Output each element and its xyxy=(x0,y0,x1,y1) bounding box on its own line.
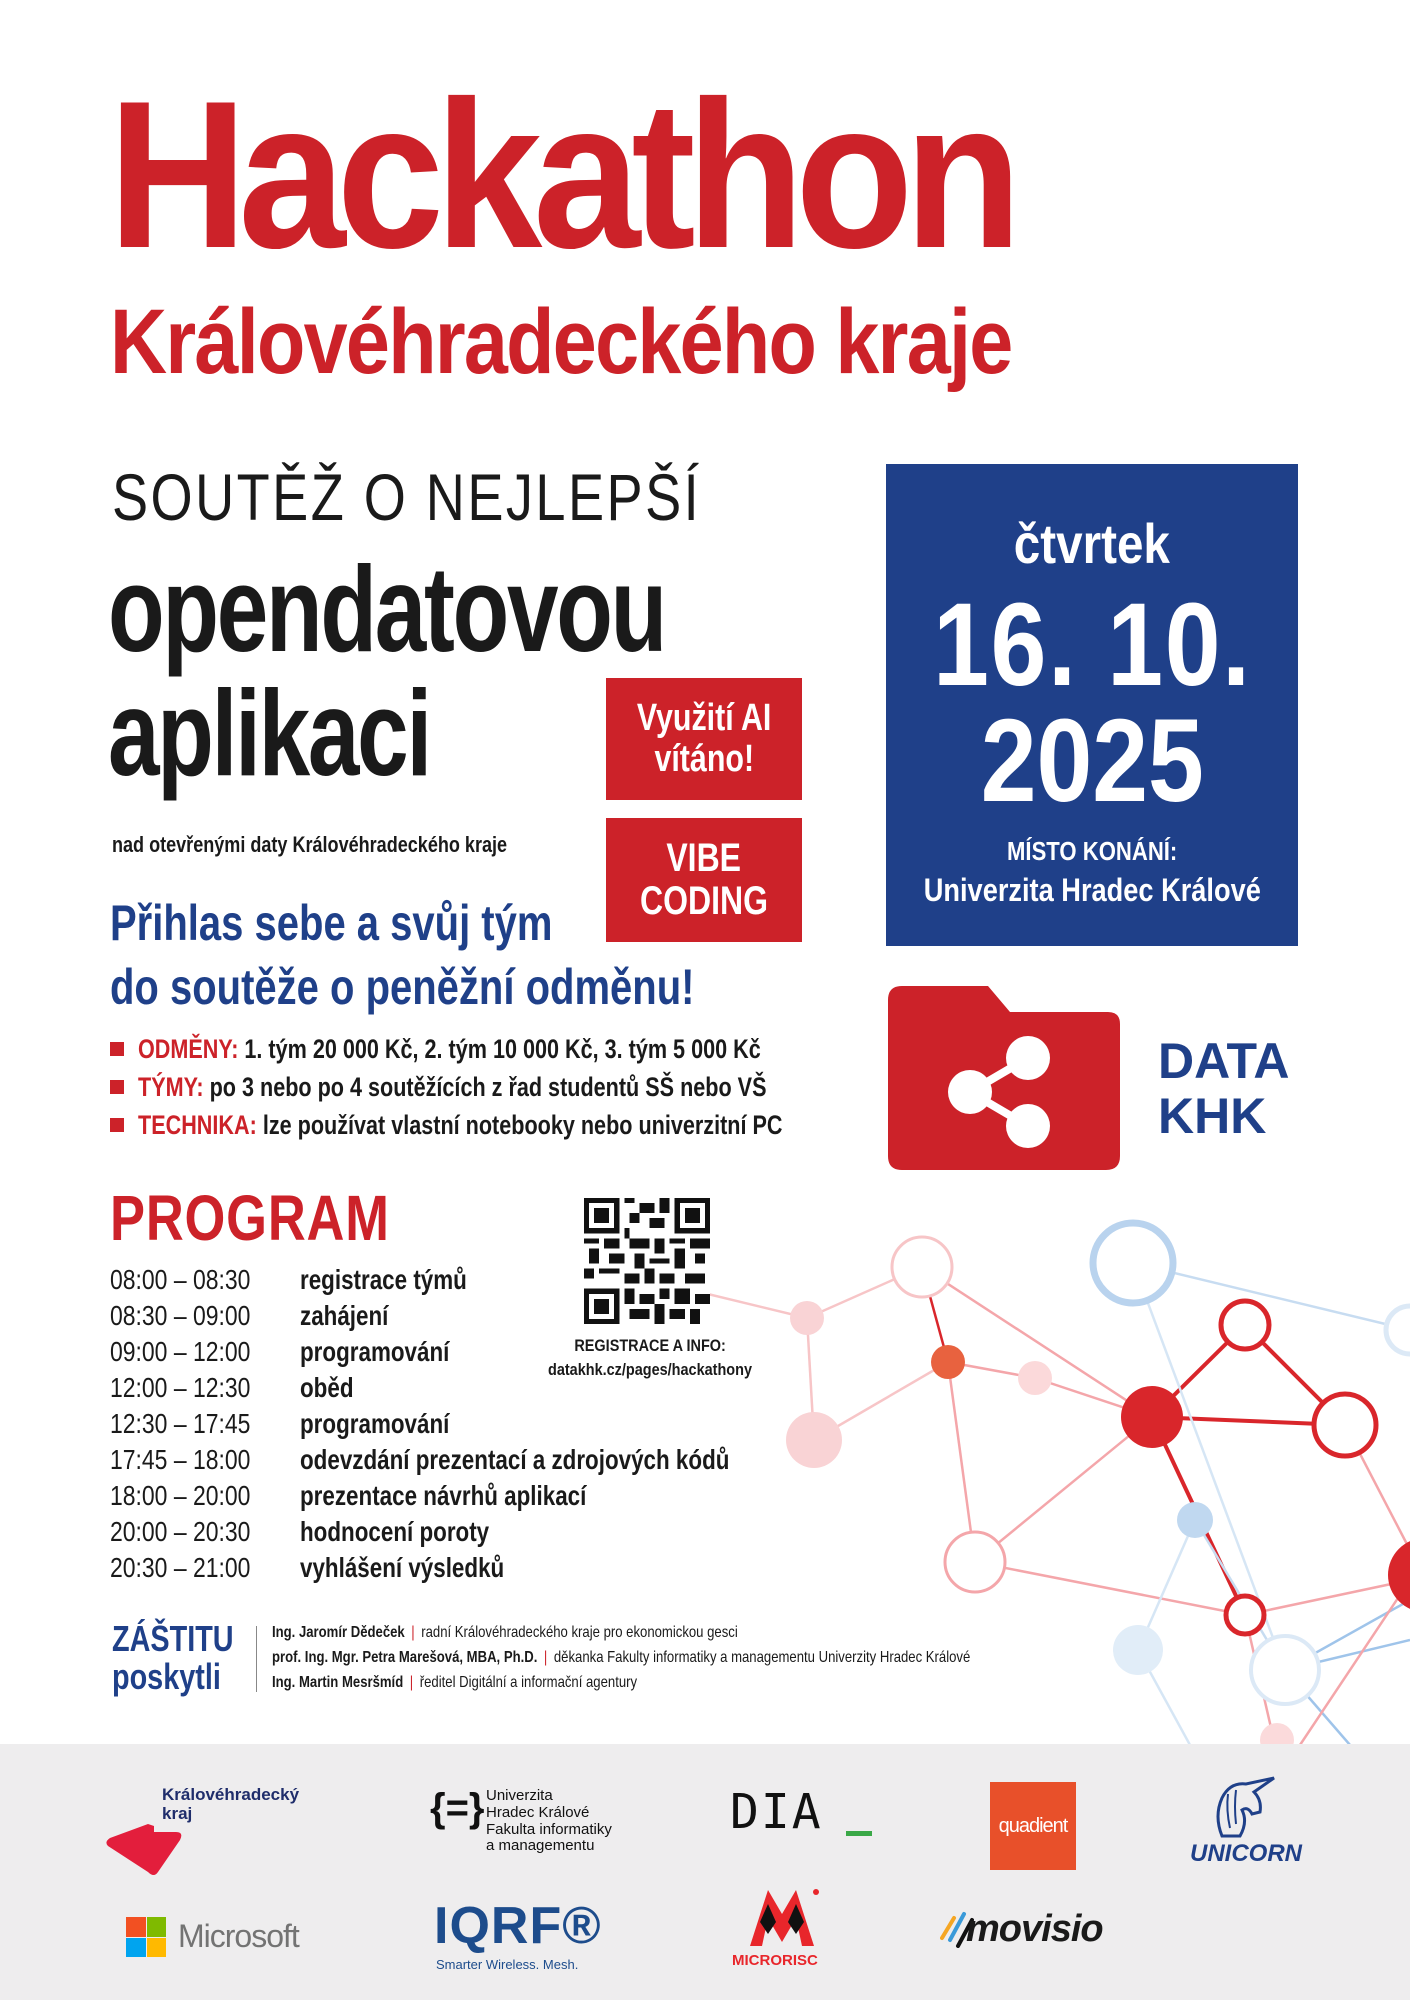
schedule-row xyxy=(110,1406,837,1442)
registration-url-text[interactable]: datakhk.cz/pages/hackathony xyxy=(547,1360,752,1379)
promo-line-1: SOUTĚŽ O NEJLEPŠÍ xyxy=(112,460,702,534)
patron-row xyxy=(272,1645,970,1670)
uhk-logo-line: Hradec Králové xyxy=(486,1803,590,1821)
schedule-time: 17:45 – 18:00 xyxy=(110,1444,251,1475)
bullet-square-icon xyxy=(110,1042,124,1056)
movisio-logo-text: movisio xyxy=(966,1908,1103,1950)
event-day xyxy=(886,512,1298,575)
patron-separator: | xyxy=(409,1673,414,1691)
patron-row xyxy=(272,1620,970,1645)
schedule-time: 20:30 – 21:00 xyxy=(110,1552,251,1583)
badge-text: vítáno! xyxy=(654,738,754,780)
uhk-logo-text xyxy=(486,1788,612,1855)
uhk-brace-logo-icon: {=} xyxy=(430,1786,485,1830)
dia-logo: DIA xyxy=(730,1784,823,1840)
microrisc-logo-text: MICRORISC xyxy=(732,1952,818,1969)
sponsors-bar xyxy=(0,1744,1410,2000)
schedule-activity: vyhlášení výsledků xyxy=(300,1552,505,1583)
patronage-divider xyxy=(256,1626,257,1692)
schedule-row xyxy=(110,1550,837,1586)
schedule-row xyxy=(110,1478,837,1514)
event-year-text: 2025 xyxy=(980,695,1204,827)
schedule-activity: programování xyxy=(300,1336,450,1367)
schedule-activity: programování xyxy=(300,1408,450,1439)
share-folder-icon xyxy=(888,986,1120,1170)
schedule-activity: oběd xyxy=(300,1372,354,1403)
datakhk-line-2: KHK xyxy=(1158,1088,1267,1144)
microrisc-logo-icon xyxy=(742,1882,822,1950)
poster-subtitle: Královéhradeckého kraje xyxy=(110,291,1012,393)
schedule-time: 09:00 – 12:00 xyxy=(110,1336,251,1367)
unicorn-logo-text: UNICORN xyxy=(1190,1840,1302,1867)
patron-separator: | xyxy=(543,1648,548,1666)
schedule-row xyxy=(110,1298,837,1334)
patron-name: prof. Ing. Mgr. Petra Marešová, MBA, Ph.D. xyxy=(272,1648,538,1666)
schedule-time: 12:30 – 17:45 xyxy=(110,1408,251,1439)
schedule-activity: hodnocení poroty xyxy=(300,1516,490,1547)
schedule-time: 08:00 – 08:30 xyxy=(110,1264,251,1295)
patronage-list xyxy=(272,1620,1124,1695)
unicorn-head-logo-icon xyxy=(1208,1776,1278,1840)
schedule-activity: registrace týmů xyxy=(300,1264,467,1295)
registration-label xyxy=(540,1336,760,1356)
khk-region-logo-icon xyxy=(102,1818,192,1878)
detail-value: lze používat vlastní notebooky nebo univerzitní PC xyxy=(262,1109,783,1140)
microsoft-logo-text: Microsoft xyxy=(178,1918,299,1954)
patron-separator: | xyxy=(411,1623,415,1641)
schedule-time: 12:00 – 12:30 xyxy=(110,1372,251,1403)
poster-title: Hackathon xyxy=(108,57,1013,292)
detail-technology xyxy=(110,1106,944,1144)
ai-welcome-badge xyxy=(606,678,802,800)
promo-subline: nad otevřenými daty Královéhradeckého kraje xyxy=(112,832,508,857)
badge-text: Využití AI xyxy=(636,696,772,739)
patronage-title-line-2: poskytli xyxy=(112,1655,221,1697)
program-title: PROGRAM xyxy=(110,1182,390,1254)
khk-logo-line-1: Královéhradecký xyxy=(162,1785,300,1804)
badge-text: VIBE xyxy=(666,835,742,880)
schedule-activity: zahájení xyxy=(300,1300,389,1331)
schedule-activity: odevzdání prezentací a zdrojových kódů xyxy=(300,1444,730,1475)
datakhk-line-1: DATA xyxy=(1158,1033,1290,1089)
bullet-square-icon xyxy=(110,1118,124,1132)
detail-key: TÝMY: xyxy=(138,1071,204,1102)
event-date-year xyxy=(886,695,1298,827)
datakhk-logo-text xyxy=(1158,1034,1289,1144)
detail-value: 1. tým 20 000 Kč, 2. tým 10 000 Kč, 3. tým 5 000 Kč xyxy=(244,1033,761,1064)
badge-text: CODING xyxy=(640,879,768,923)
iqrf-tagline: Smarter Wireless. Mesh. xyxy=(436,1957,579,1972)
event-date-box xyxy=(886,464,1298,946)
detail-teams xyxy=(110,1068,944,1106)
patron-name: Ing. Jaromír Dědeček xyxy=(272,1623,405,1641)
promo-line-2: opendatovou xyxy=(108,541,665,677)
schedule-row xyxy=(110,1262,837,1298)
detail-key: ODMĚNY: xyxy=(138,1033,239,1064)
event-day-text: čtvrtek xyxy=(1013,512,1171,575)
bullet-square-icon xyxy=(110,1080,124,1094)
detail-value: po 3 nebo po 4 soutěžících z řad studentů SŠ nebo VŠ xyxy=(209,1071,767,1102)
schedule-time: 08:30 – 09:00 xyxy=(110,1300,251,1331)
uhk-logo-line: Univerzita xyxy=(486,1787,553,1804)
patron-role: radní Královéhradeckého kraje pro ekonomickou gesci xyxy=(421,1623,738,1641)
schedule-row xyxy=(110,1514,837,1550)
microsoft-windows-icon xyxy=(126,1917,166,1957)
schedule-activity: prezentace návrhů aplikací xyxy=(300,1480,587,1511)
khk-region-logo-text xyxy=(162,1786,299,1823)
khk-logo-line-2: kraj xyxy=(162,1803,193,1823)
promo-line-3: aplikaci xyxy=(108,665,430,801)
details-list xyxy=(110,1030,944,1144)
call-to-action-line-2: do soutěže o peněžní odměnu! xyxy=(110,959,695,1015)
patron-row xyxy=(272,1670,970,1695)
call-to-action-line-1: Přihlas sebe a svůj tým xyxy=(110,895,553,951)
venue-name-text: Univerzita Hradec Králové xyxy=(923,872,1261,908)
schedule-row xyxy=(110,1442,837,1478)
registration-url-link[interactable] xyxy=(520,1360,780,1380)
uhk-logo-line: Fakulta informatiky xyxy=(486,1820,612,1838)
patron-role: ředitel Digitální a informační agentury xyxy=(419,1673,638,1691)
patron-role: děkanka Fakulty informatiky a managementu Univerzity Hradec Králové xyxy=(553,1648,971,1666)
schedule-time: 18:00 – 20:00 xyxy=(110,1480,251,1511)
schedule-time: 20:00 – 20:30 xyxy=(110,1516,251,1547)
detail-rewards xyxy=(110,1030,944,1068)
patronage-title xyxy=(112,1620,234,1696)
uhk-logo-line: a managementu xyxy=(486,1837,595,1855)
event-date-daymonth xyxy=(886,579,1298,711)
iqrf-logo: IQRF® xyxy=(434,1897,602,1955)
venue-name xyxy=(886,872,1298,909)
dia-cursor-icon xyxy=(846,1831,872,1836)
venue-label xyxy=(886,836,1298,867)
detail-key: TECHNIKA: xyxy=(138,1109,257,1140)
registration-label-text: REGISTRACE A INFO: xyxy=(574,1336,726,1355)
vibe-coding-badge xyxy=(606,818,802,942)
qr-code-icon[interactable] xyxy=(584,1198,710,1324)
patron-name: Ing. Martin Mesršmíd xyxy=(272,1673,404,1691)
quadient-logo: quadient xyxy=(990,1782,1076,1870)
program-schedule xyxy=(110,1262,837,1586)
venue-label-text: MÍSTO KONÁNÍ: xyxy=(1006,836,1178,866)
patronage-title-line-1: ZÁŠTITU xyxy=(112,1618,234,1659)
event-date-text: 16. 10. xyxy=(932,579,1252,711)
